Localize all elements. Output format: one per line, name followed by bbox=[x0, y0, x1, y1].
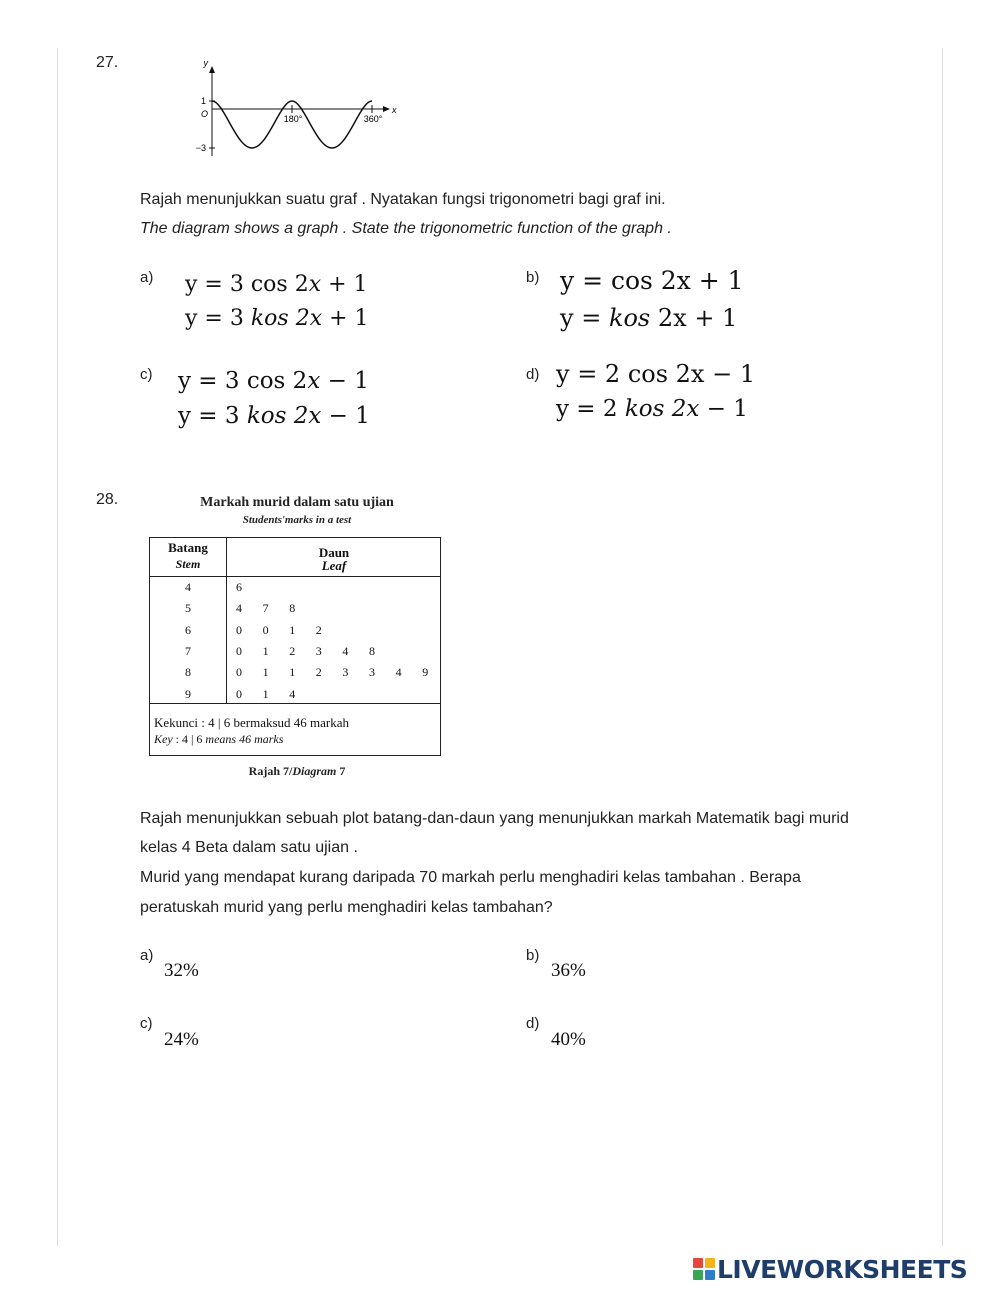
q28-option-c-letter[interactable]: c) bbox=[140, 1015, 153, 1032]
leaf-value: 1 bbox=[262, 686, 269, 701]
y-tick-label-bottom: −3 bbox=[195, 143, 206, 153]
stem-value: 9 bbox=[185, 686, 191, 701]
figure-caption: Rajah 7/Diagram 7 bbox=[248, 764, 346, 778]
y-axis-label: y bbox=[203, 58, 208, 68]
logo-square-2 bbox=[705, 1258, 715, 1268]
q27-option-a-formula-en[interactable]: y = 3 cos 2x + 1 bbox=[185, 272, 368, 297]
question-28-text-line-4: peratuskah murid yang perlu menghadiri kelas tambahan? bbox=[140, 899, 553, 916]
x-axis-label: x bbox=[392, 105, 397, 115]
leaf-value: 1 bbox=[262, 665, 269, 680]
leaf-value: 1 bbox=[289, 665, 296, 680]
leaf-value: 2 bbox=[315, 665, 322, 680]
stem-value: 8 bbox=[185, 665, 191, 680]
leaf-value: 2 bbox=[289, 643, 296, 658]
header-leaf-ms: Daun bbox=[318, 545, 350, 560]
logo-text: LIVEWORKSHEETS bbox=[717, 1254, 968, 1284]
q27-option-a-formula-ms[interactable]: y = 3 kos 2x + 1 bbox=[185, 306, 369, 331]
leaf-value: 0 bbox=[236, 622, 242, 637]
q28-option-a-value[interactable]: 32% bbox=[164, 960, 199, 981]
q27-option-c-formula-en[interactable]: y = 3 cos 2x − 1 bbox=[178, 368, 369, 394]
q27-option-b-letter[interactable]: b) bbox=[526, 269, 540, 286]
leaf-value: 1 bbox=[289, 622, 296, 637]
leaf-value: 3 bbox=[315, 643, 322, 658]
stem-value: 7 bbox=[185, 643, 191, 658]
q27-option-d-formula-en[interactable]: y = 2 cos 2x − 1 bbox=[556, 360, 756, 388]
logo-square-3 bbox=[693, 1270, 703, 1280]
leaf-value: 3 bbox=[369, 665, 375, 680]
x-axis-arrow bbox=[383, 106, 390, 112]
leaf-value: 0 bbox=[236, 643, 242, 658]
leaf-value: 2 bbox=[315, 622, 322, 637]
leaf-value: 4 bbox=[395, 665, 402, 680]
leaf-value: 4 bbox=[342, 643, 349, 658]
x-tick-label-360: 360° bbox=[363, 114, 383, 124]
stem-leaf-figure bbox=[142, 488, 452, 788]
stem-value: 6 bbox=[185, 622, 191, 637]
x-tick-label-180: 180° bbox=[283, 114, 303, 124]
logo-square-4 bbox=[705, 1270, 715, 1280]
key-en: Key : 4 | 6 means 46 marks bbox=[154, 732, 284, 746]
trig-graph bbox=[140, 56, 460, 166]
key-ms: Kekunci : 4 | 6 bermaksud 46 markah bbox=[154, 715, 350, 730]
q28-option-d-letter[interactable]: d) bbox=[526, 1015, 540, 1032]
question-28-number: 28. bbox=[96, 491, 119, 508]
question-28-text-line-3: Murid yang mendapat kurang daripada 70 markah perlu menghadiri kelas tambahan . Berapa bbox=[140, 869, 801, 886]
page-border-left bbox=[57, 48, 58, 1246]
header-stem-en: Stem bbox=[175, 557, 201, 571]
q27-option-c-formula-ms[interactable]: y = 3 kos 2x − 1 bbox=[178, 403, 370, 429]
leaf-value: 0 bbox=[262, 622, 269, 637]
q28-option-c-value[interactable]: 24% bbox=[164, 1029, 199, 1050]
liveworksheets-logo[interactable] bbox=[693, 1256, 967, 1282]
leaf-value: 9 bbox=[422, 665, 429, 680]
figure-title-ms: Markah murid dalam satu ujian bbox=[200, 495, 394, 510]
q28-option-b-letter[interactable]: b) bbox=[526, 947, 540, 964]
q27-option-d-formula-ms[interactable]: y = 2 kos 2x − 1 bbox=[556, 396, 748, 422]
question-28-text-line-2: kelas 4 Beta dalam satu ujian . bbox=[140, 839, 358, 856]
stem-value: 5 bbox=[185, 601, 191, 616]
figure-title-en: Students'marks in a test bbox=[242, 514, 352, 526]
header-divider bbox=[150, 576, 440, 577]
stem-leaf-table bbox=[149, 537, 441, 756]
q28-option-b-value[interactable]: 36% bbox=[551, 960, 586, 981]
leaf-value: 8 bbox=[369, 643, 375, 658]
logo-square-1 bbox=[693, 1258, 703, 1268]
question-27-number: 27. bbox=[96, 54, 119, 71]
leaf-value: 1 bbox=[262, 643, 269, 658]
stem-value: 4 bbox=[185, 580, 191, 594]
q27-option-b-formula-en[interactable]: y = cos 2x + 1 bbox=[560, 266, 744, 295]
key-divider bbox=[150, 703, 440, 704]
y-tick-label-top: 1 bbox=[200, 96, 206, 106]
question-28-text-line-1: Rajah menunjukkan sebuah plot batang-dan-daun yang menunjukkan markah Matematik bagi murid bbox=[140, 810, 849, 827]
q27-option-c-letter[interactable]: c) bbox=[140, 366, 153, 383]
leaf-value: 7 bbox=[262, 601, 269, 616]
header-leaf-en: Leaf bbox=[321, 558, 347, 573]
leaf-value: 0 bbox=[236, 665, 242, 680]
leaf-value: 4 bbox=[289, 686, 296, 701]
header-stem-ms: Batang bbox=[168, 540, 208, 555]
page-border-right bbox=[942, 48, 943, 1246]
leaf-value: 4 bbox=[236, 601, 242, 616]
q27-option-d-letter[interactable]: d) bbox=[526, 366, 540, 383]
leaf-value: 0 bbox=[236, 686, 242, 701]
logo-mark-icon bbox=[693, 1258, 715, 1280]
origin-label: O bbox=[200, 109, 208, 119]
question-27-text-en: The diagram shows a graph . State the trigonometric function of the graph . bbox=[140, 220, 672, 237]
leaf-value: 8 bbox=[289, 601, 296, 616]
leaf-value: 6 bbox=[236, 580, 242, 594]
y-axis-arrow bbox=[209, 66, 215, 73]
leaf-value: 3 bbox=[342, 665, 349, 680]
q28-option-d-value[interactable]: 40% bbox=[551, 1029, 586, 1050]
q28-option-a-letter[interactable]: a) bbox=[140, 947, 154, 964]
q27-option-b-formula-ms[interactable]: y = kos 2x + 1 bbox=[560, 304, 738, 332]
q27-option-a-letter[interactable]: a) bbox=[140, 269, 154, 286]
question-27-text-ms: Rajah menunjukkan suatu graf . Nyatakan fungsi trigonometri bagi graf ini. bbox=[140, 191, 666, 208]
